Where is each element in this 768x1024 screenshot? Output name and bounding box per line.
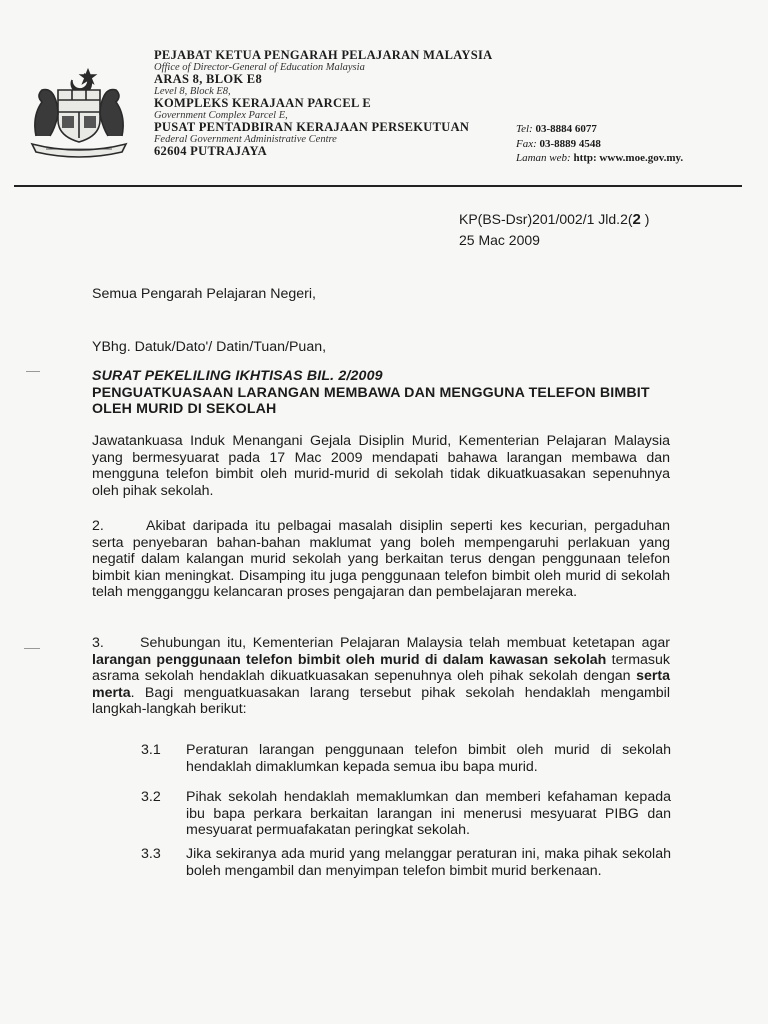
list-item (141, 846, 671, 896)
paragraph-3-text-e: . Bagi menguatkuasakan larang tersebut pihak sekolah hendaklah mengambil langkah-langkah berikut: (92, 684, 670, 718)
scan-mark (26, 371, 40, 372)
address-centre: PUSAT PENTADBIRAN KERAJAAN PERSEKUTUAN (154, 120, 470, 134)
circular-number: SURAT PEKELILING IKHTISAS BIL. 2/2009 (92, 368, 383, 384)
salutation: YBhg. Datuk/Dato'/ Datin/Tuan/Puan, (92, 339, 327, 355)
paragraph-3-emphasis-immediate: serta merta (92, 668, 670, 701)
letterhead-contact (516, 122, 756, 166)
list-item-text: Peraturan larangan penggunaan telefon bimbit oleh murid di sekolah hendaklah dimaklumkan kepada semua ibu bapa murid. (186, 742, 671, 775)
letter-date: 25 Mac 2009 (459, 232, 540, 248)
addressee: Semua Pengarah Pelajaran Negeri, (92, 286, 316, 302)
web-label: Laman web: (516, 152, 571, 164)
web-address: http: www.moe.gov.my. (573, 152, 684, 164)
circular-title (92, 368, 668, 418)
tel-label: Tel: (516, 123, 533, 135)
list-item (141, 742, 671, 782)
paragraph-2-text: Akibat daripada itu pelbagai masalah disiplin seperti kes kecurian, pergaduhan serta penyebaran bahan-bahan maklumat yang boleh mempengaruhi perlakuan yang negatif dalam kalangan murid sekolah yang berkaitan terus dengan penggunaan telefon bimbit kian meningkat. Disamping itu juga penggunaan telefon bimbit oleh murid di sekolah telah mengganggu kelancaran proses pengajaran dan pembelajaran mereka. (92, 518, 670, 601)
reference-number-handwritten: 2 (632, 211, 641, 228)
address-postcode: 62604 PUTRAJAYA (154, 144, 267, 158)
list-item-number: 3.1 (141, 742, 161, 758)
circular-subject: PENGUATKUASAAN LARANGAN MEMBAWA DAN MENGGUNA TELEFON BIMBIT OLEH MURID DI SEKOLAH (92, 384, 650, 418)
scan-mark (24, 648, 40, 649)
address-complex: KOMPLEKS KERAJAAN PARCEL E (154, 96, 371, 110)
address-floor-en: Level 8, Block E8, (154, 86, 231, 97)
list-item-number: 3.3 (141, 846, 161, 862)
paragraph-3-text-a: Sehubungan itu, Kementerian Pelajaran Malaysia telah membuat ketetapan agar (140, 635, 670, 651)
list-item-text: Pihak sekolah hendaklah memaklumkan dan memberi kefahaman kepada ibu bapa perkara berkaitan larangan ini menerusi mesyuarat PIBG dan mesyuarat permuafakatan peringkat sekolah. (186, 789, 671, 839)
fax-number: 03-8889 4548 (539, 137, 601, 150)
paragraph-3-emphasis-ban: larangan penggunaan telefon bimbit oleh murid di dalam kawasan sekolah (92, 651, 607, 668)
letterhead-divider (14, 185, 742, 187)
office-name: PEJABAT KETUA PENGARAH PELAJARAN MALAYSIA (154, 48, 493, 62)
fax-label: Fax: (516, 137, 537, 150)
letterhead-address (154, 49, 534, 158)
list-item-text: Jika sekiranya ada murid yang melanggar peraturan ini, maka pihak sekolah boleh mengambil dan menyimpan telefon bimbit murid berkenaan. (186, 846, 671, 879)
address-centre-en: Federal Government Administrative Centre (154, 134, 337, 145)
reference-number: KP(BS-Dsr)201/002/1 Jld.2(2 ) (459, 211, 650, 228)
tel-number: 03-8884 6077 (535, 123, 597, 135)
coat-of-arms-icon (22, 66, 136, 158)
paragraph-1: Jawatankuasa Induk Menangani Gejala Disiplin Murid, Kementerian Pelajaran Malaysia yang bermesyuarat pada 17 Mac 2009 mendapati bahawa larangan membawa dan mengguna telefon bimbit oleh murid-murid di sekolah tidak dikuatkuasakan sepenuhnya oleh pihak sekolah. (92, 433, 670, 499)
address-complex-en: Government Complex Parcel E, (154, 110, 288, 121)
list-item (141, 789, 671, 839)
list-item-number: 3.2 (141, 789, 161, 805)
paragraph-2-number: 2. (92, 518, 104, 534)
paragraph-3 (92, 635, 670, 718)
office-name-en: Office of Director-General of Education Malaysia (154, 62, 365, 73)
paragraph-2 (92, 518, 670, 601)
address-floor: ARAS 8, BLOK E8 (154, 72, 262, 86)
paragraph-3-text-c: termasuk asrama sekolah hendaklah dikuatkuasakan sepenuhnya oleh pihak sekolah dengan (92, 651, 670, 685)
reference-block (459, 209, 649, 250)
paragraph-3-number: 3. (92, 635, 104, 651)
